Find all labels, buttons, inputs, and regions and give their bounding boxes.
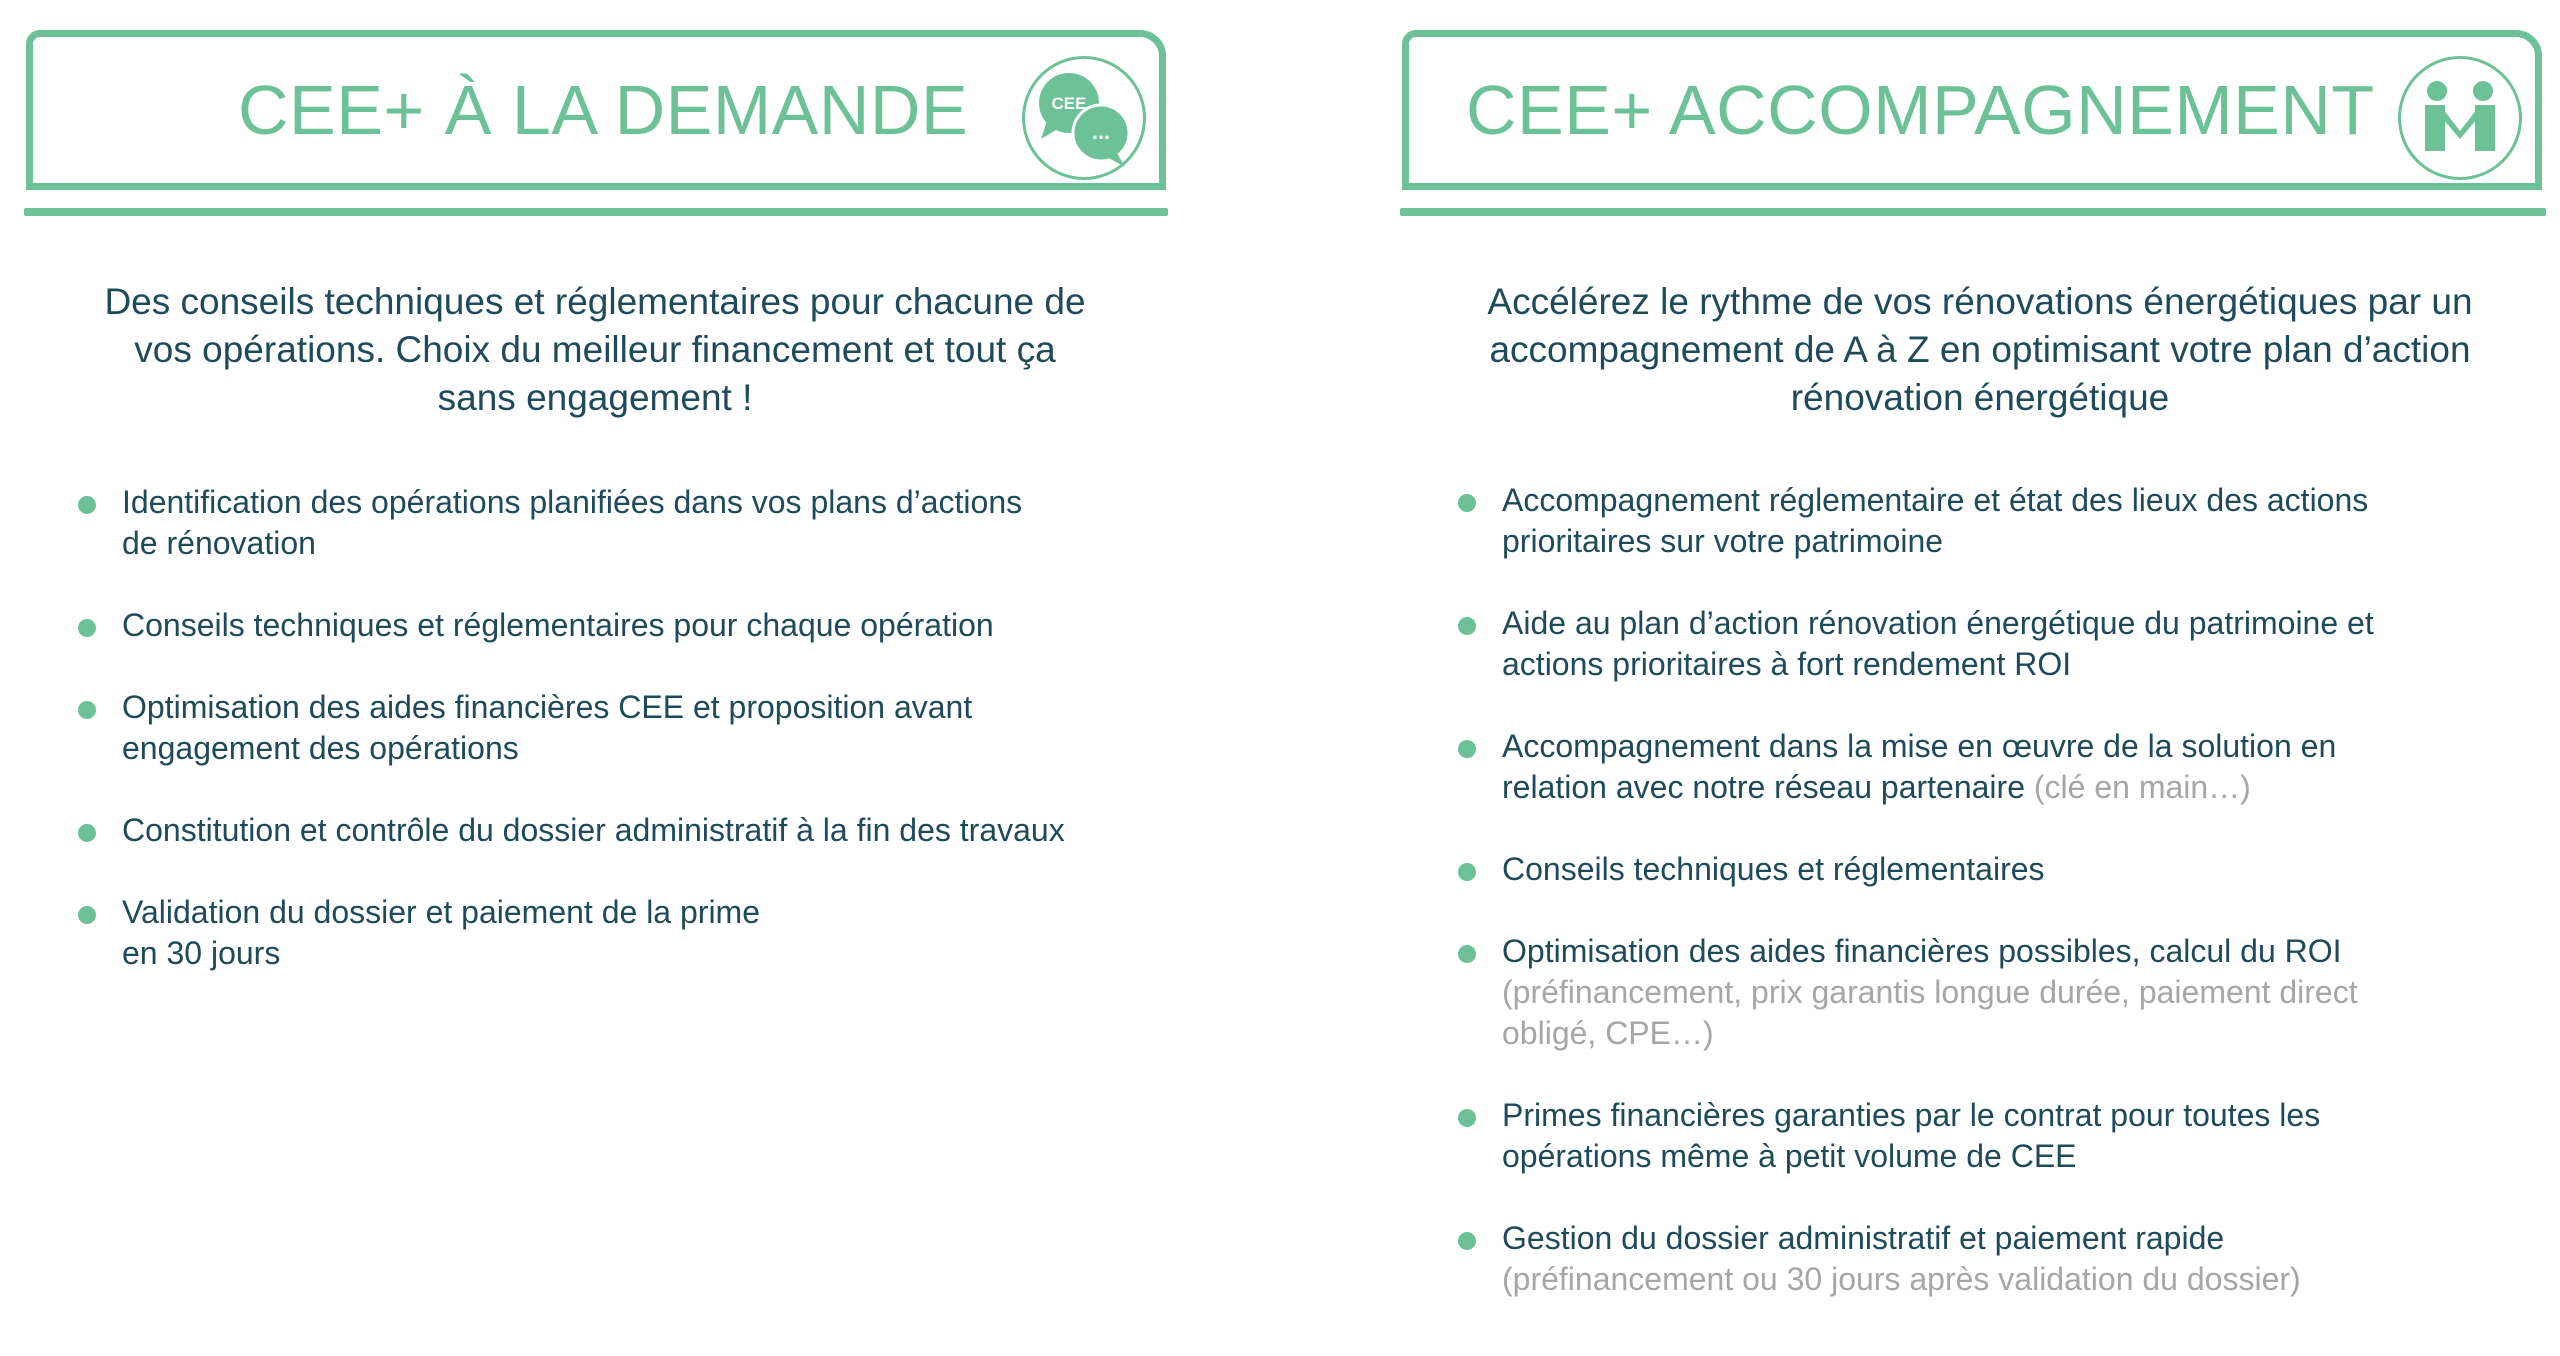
bullet-icon [78, 701, 96, 719]
benefit-list [72, 482, 1182, 1015]
bullet-icon [1458, 1109, 1476, 1127]
bullet-icon [78, 824, 96, 842]
list-item: Primes financières garanties par le contrat pour toutes les opérations même à petit volume de CEE [1452, 1095, 2552, 1177]
card-title: CEE+ À LA DEMANDE [238, 71, 969, 149]
note-text: (clé en main…) [2033, 769, 2251, 805]
list-item: Accompagnement dans la mise en œuvre de la solution en relation avec notre réseau partenaire (clé en main…) [1452, 726, 2552, 808]
bullet-icon [1458, 945, 1476, 963]
list-item: Conseils techniques et réglementaires pour chaque opération [72, 605, 1182, 646]
title-underline [24, 208, 1168, 216]
handshake-icon [2398, 56, 2522, 180]
list-item: Aide au plan d’action rénovation énergétique du patrimoine et actions prioritaires à fort rendement ROI [1452, 603, 2552, 685]
list-item: Optimisation des aides financières CEE et proposition avant engagement des opérations [72, 687, 1182, 769]
list-item: Accompagnement réglementaire et état des lieux des actions prioritaires sur votre patrimoine [1452, 480, 2552, 562]
bullet-icon [1458, 494, 1476, 512]
svg-text:...: ... [1091, 119, 1111, 144]
bullet-icon [78, 496, 96, 514]
title-underline [1400, 208, 2546, 216]
bullet-icon [1458, 617, 1476, 635]
chat-bubbles-icon [1022, 56, 1146, 180]
benefit-list [1452, 480, 2552, 1341]
list-item: Constitution et contrôle du dossier administratif à la fin des travaux [72, 810, 1182, 851]
list-item: Conseils techniques et réglementaires [1452, 849, 2552, 890]
bullet-icon [1458, 740, 1476, 758]
bullet-icon [1458, 863, 1476, 881]
card-title: CEE+ ACCOMPAGNEMENT [1466, 71, 2375, 149]
bullet-icon [78, 906, 96, 924]
list-item: Optimisation des aides financières possibles, calcul du ROI (préfinancement, prix garantis longue durée, paiement direct obligé, CPE…) [1452, 931, 2552, 1054]
intro-text: Des conseils techniques et réglementaires pour chacune de vos opérations. Choix du meilleur financement et tout ça sans engagement ! [104, 281, 1086, 418]
list-item: Gestion du dossier administratif et paiement rapide (préfinancement ou 30 jours après validation du dossier) [1452, 1218, 2552, 1300]
note-text: (préfinancement ou 30 jours après validation du dossier) [1502, 1261, 2301, 1297]
svg-text:CEE: CEE [1051, 94, 1087, 113]
intro-text: Accélérez le rythme de vos rénovations énergétiques par un accompagnement de A à Z en optimisant votre plan d’action rénovation énergétique [1487, 281, 2473, 418]
note-text: (préfinancement, prix garantis longue durée, paiement direct [1502, 974, 2358, 1010]
list-item: Identification des opérations planifiées dans vos plans d’actions de rénovation [72, 482, 1182, 564]
bullet-icon [1458, 1232, 1476, 1250]
bullet-icon [78, 619, 96, 637]
offer-card-support [1280, 0, 2560, 1356]
note-text: obligé, CPE…) [1502, 1015, 1714, 1051]
list-item: Validation du dossier et paiement de la prime en 30 jours [72, 892, 1182, 974]
